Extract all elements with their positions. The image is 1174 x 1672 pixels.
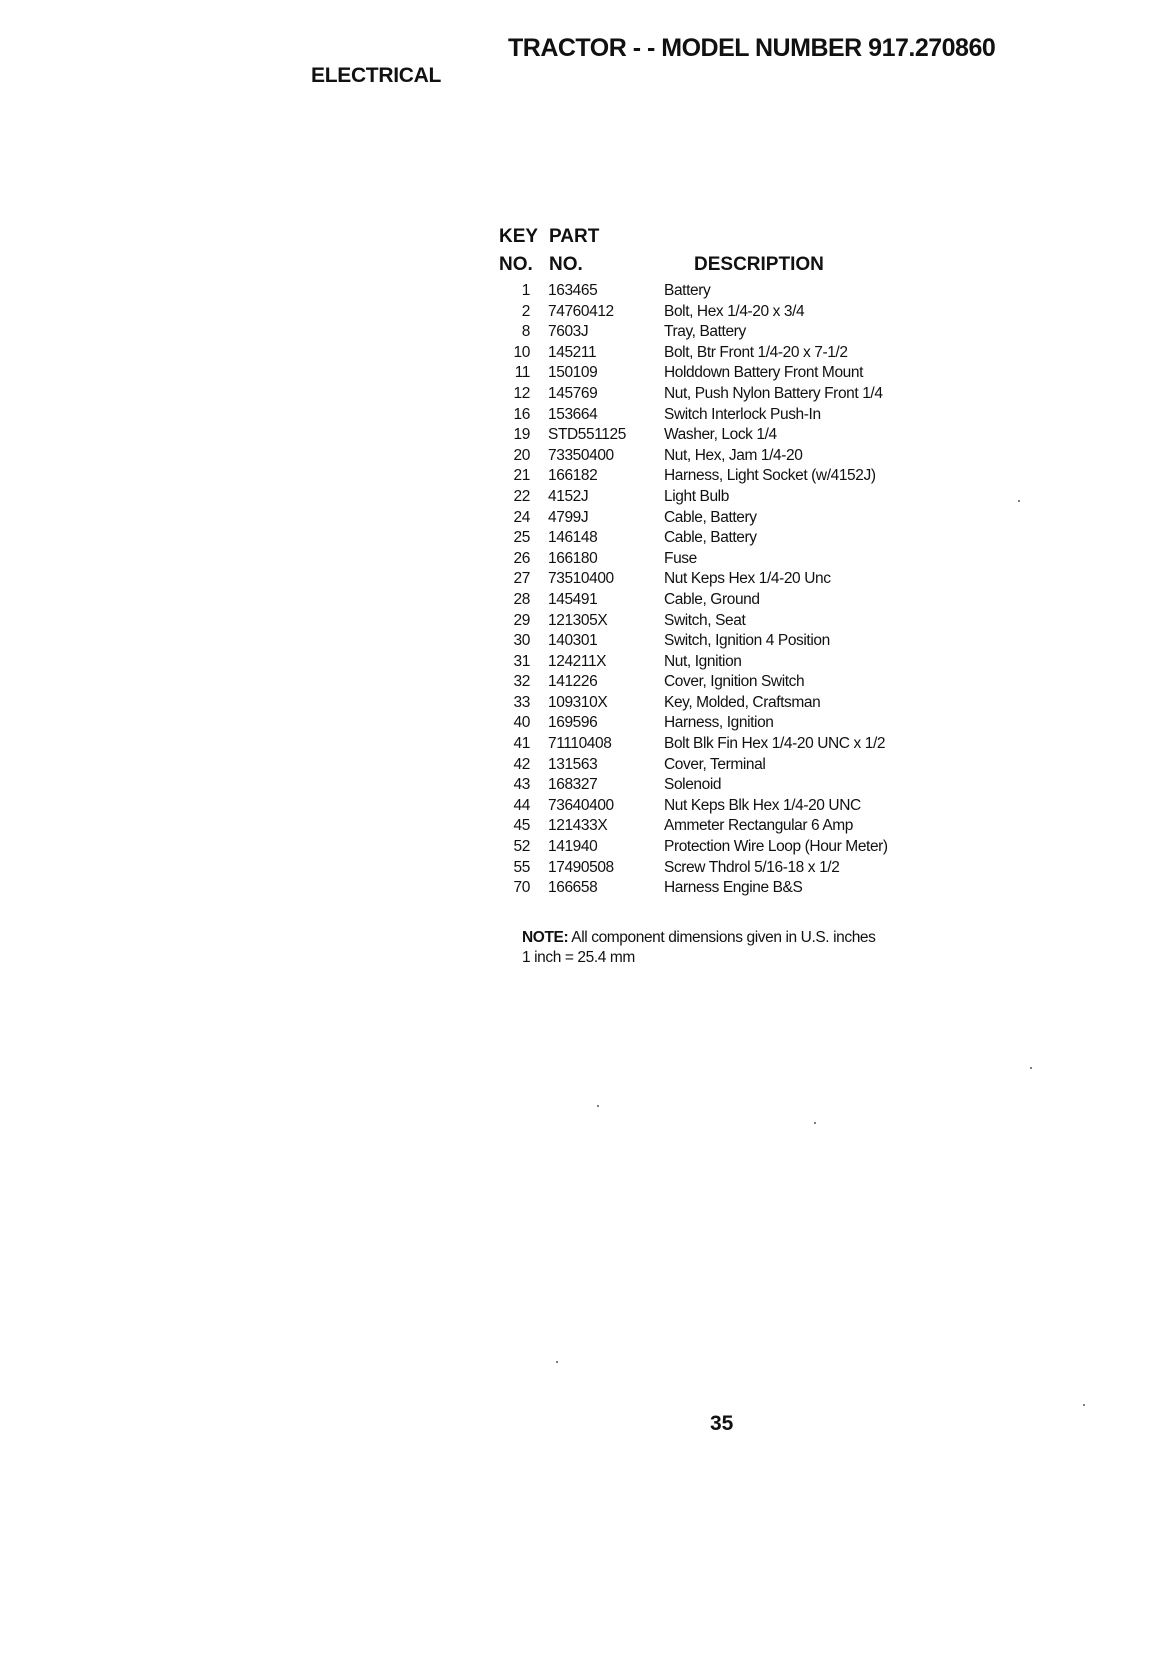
table-row bbox=[500, 652, 964, 673]
key-number: 24 bbox=[513, 508, 530, 526]
column-header-description: DESCRIPTION bbox=[694, 254, 824, 275]
key-number: 10 bbox=[513, 343, 530, 361]
part-description: Switch Interlock Push-In bbox=[664, 405, 821, 423]
key-number: 31 bbox=[513, 652, 530, 670]
part-description: Cable, Ground bbox=[664, 590, 760, 608]
table-row bbox=[500, 611, 964, 632]
part-number: 131563 bbox=[548, 755, 598, 773]
part-description: Ammeter Rectangular 6 Amp bbox=[664, 817, 854, 835]
note-line bbox=[522, 928, 876, 948]
part-number: 73510400 bbox=[548, 570, 614, 588]
scan-speck bbox=[1018, 500, 1020, 502]
table-row bbox=[500, 837, 964, 858]
part-description: Cover, Ignition Switch bbox=[664, 673, 805, 691]
column-header-part-line2: NO. bbox=[549, 254, 583, 275]
part-description: Fuse bbox=[664, 549, 697, 567]
scan-speck bbox=[1083, 1404, 1085, 1406]
note-conversion: 1 inch = 25.4 mm bbox=[522, 949, 635, 966]
scan-speck bbox=[1030, 1067, 1032, 1069]
table-row bbox=[500, 734, 964, 755]
key-number: 20 bbox=[513, 446, 530, 464]
scan-speck bbox=[556, 1361, 558, 1363]
note-label: NOTE: bbox=[522, 929, 569, 946]
section-heading: ELECTRICAL bbox=[311, 64, 441, 87]
part-number: 146148 bbox=[548, 529, 598, 547]
part-description: Nut Keps Blk Hex 1/4-20 UNC bbox=[664, 796, 861, 814]
key-number: 8 bbox=[521, 323, 530, 341]
key-number: 44 bbox=[513, 796, 530, 814]
key-number: 2 bbox=[521, 302, 530, 320]
part-number: STD551125 bbox=[548, 426, 626, 444]
table-row bbox=[500, 672, 964, 693]
part-description: Nut, Push Nylon Battery Front 1/4 bbox=[664, 384, 883, 402]
part-number: 121305X bbox=[548, 611, 608, 629]
key-number: 11 bbox=[514, 364, 530, 382]
table-row bbox=[500, 281, 964, 302]
key-number: 22 bbox=[513, 487, 530, 505]
key-number: 25 bbox=[513, 529, 530, 547]
table-row bbox=[500, 713, 964, 734]
part-description: Holddown Battery Front Mount bbox=[664, 364, 864, 382]
part-description: Screw Thdrol 5/16-18 x 1/2 bbox=[664, 858, 840, 876]
page-title: TRACTOR - - MODEL NUMBER 917.270860 bbox=[508, 34, 996, 62]
table-row bbox=[500, 487, 964, 508]
key-number: 52 bbox=[513, 838, 530, 856]
part-description: Cable, Battery bbox=[664, 508, 757, 526]
part-number: 109310X bbox=[548, 693, 608, 711]
table-row bbox=[500, 569, 964, 590]
part-description: Protection Wire Loop (Hour Meter) bbox=[664, 838, 888, 856]
table-row bbox=[500, 466, 964, 487]
key-number: 26 bbox=[513, 549, 530, 567]
table-row bbox=[500, 878, 964, 899]
part-description: Battery bbox=[664, 282, 711, 299]
part-number: 166658 bbox=[548, 879, 598, 897]
part-description: Harness, Light Socket (w/4152J) bbox=[664, 467, 876, 485]
part-description: Bolt, Hex 1/4-20 x 3/4 bbox=[664, 302, 805, 320]
part-number: 140301 bbox=[548, 632, 598, 650]
part-number: 7603J bbox=[548, 323, 589, 341]
note-text: All component dimensions given in U.S. inches bbox=[571, 929, 876, 946]
part-description: Key, Molded, Craftsman bbox=[664, 693, 821, 711]
table-row bbox=[500, 755, 964, 776]
part-description: Switch, Ignition 4 Position bbox=[664, 632, 830, 650]
parts-list bbox=[500, 281, 964, 899]
part-number: 145211 bbox=[548, 343, 597, 361]
part-number: 71110408 bbox=[548, 735, 612, 753]
part-description: Light Bulb bbox=[664, 487, 729, 505]
key-number: 45 bbox=[513, 817, 530, 835]
note bbox=[522, 928, 876, 968]
key-number: 41 bbox=[513, 735, 530, 753]
table-row bbox=[500, 343, 964, 364]
table-row bbox=[500, 384, 964, 405]
scan-speck bbox=[597, 1105, 599, 1107]
part-number: 153664 bbox=[548, 405, 598, 423]
key-number: 12 bbox=[513, 384, 530, 402]
table-row bbox=[500, 796, 964, 817]
key-number: 43 bbox=[513, 776, 530, 794]
key-number: 28 bbox=[513, 590, 530, 608]
key-number: 40 bbox=[513, 714, 530, 732]
part-number: 145769 bbox=[548, 384, 598, 402]
part-description: Cover, Terminal bbox=[664, 755, 766, 773]
table-row bbox=[500, 363, 964, 384]
table-row bbox=[500, 425, 964, 446]
table-row bbox=[500, 858, 964, 879]
part-number: 4152J bbox=[548, 487, 589, 505]
part-description: Washer, Lock 1/4 bbox=[664, 426, 777, 444]
page-number: 35 bbox=[710, 1412, 734, 1435]
key-number: 19 bbox=[513, 426, 530, 444]
key-number: 1 bbox=[521, 282, 530, 299]
part-description: Nut, Ignition bbox=[664, 652, 742, 670]
part-description: Nut Keps Hex 1/4-20 Unc bbox=[664, 570, 831, 588]
part-description: Nut, Hex, Jam 1/4-20 bbox=[664, 446, 803, 464]
column-header-key-line2: NO. bbox=[499, 254, 533, 275]
key-number: 21 bbox=[513, 467, 530, 485]
table-row bbox=[500, 322, 964, 343]
key-number: 32 bbox=[513, 673, 530, 691]
part-number: 168327 bbox=[548, 776, 598, 794]
table-row bbox=[500, 508, 964, 529]
part-description: Solenoid bbox=[664, 776, 722, 794]
table-row bbox=[500, 816, 964, 837]
key-number: 55 bbox=[513, 858, 530, 876]
table-row bbox=[500, 549, 964, 570]
table-row bbox=[500, 302, 964, 323]
scan-speck bbox=[814, 1122, 816, 1124]
part-number: 150109 bbox=[548, 364, 598, 382]
part-description: Tray, Battery bbox=[664, 323, 746, 341]
part-number: 17490508 bbox=[548, 858, 614, 876]
table-row bbox=[500, 446, 964, 467]
part-number: 73640400 bbox=[548, 796, 614, 814]
column-header-key-line1: KEY bbox=[499, 226, 539, 247]
part-number: 124211X bbox=[548, 652, 607, 670]
key-number: 42 bbox=[513, 755, 530, 773]
part-number: 4799J bbox=[548, 508, 589, 526]
key-number: 30 bbox=[513, 632, 530, 650]
part-number: 169596 bbox=[548, 714, 598, 732]
part-number: 141226 bbox=[548, 673, 598, 691]
part-number: 141940 bbox=[548, 838, 598, 856]
key-number: 27 bbox=[513, 570, 530, 588]
key-number: 70 bbox=[513, 879, 530, 897]
part-number: 121433X bbox=[548, 817, 608, 835]
part-description: Switch, Seat bbox=[664, 611, 746, 629]
part-description: Harness Engine B&S bbox=[664, 879, 803, 897]
part-number: 145491 bbox=[548, 590, 598, 608]
key-number: 29 bbox=[513, 611, 530, 629]
table-row bbox=[500, 775, 964, 796]
table-row bbox=[500, 528, 964, 549]
part-number: 166182 bbox=[548, 467, 598, 485]
part-number: 166180 bbox=[548, 549, 598, 567]
part-description: Harness, Ignition bbox=[664, 714, 774, 732]
part-number: 74760412 bbox=[548, 302, 614, 320]
part-description: Bolt, Btr Front 1/4-20 x 7-1/2 bbox=[664, 343, 848, 361]
column-header-part-line1: PART bbox=[549, 226, 600, 247]
part-description: Bolt Blk Fin Hex 1/4-20 UNC x 1/2 bbox=[664, 735, 886, 753]
table-row bbox=[500, 405, 964, 426]
table-row bbox=[500, 590, 964, 611]
part-number: 73350400 bbox=[548, 446, 614, 464]
table-row bbox=[500, 631, 964, 652]
key-number: 16 bbox=[513, 405, 530, 423]
part-description: Cable, Battery bbox=[664, 529, 757, 547]
part-number: 163465 bbox=[548, 282, 598, 299]
table-row bbox=[500, 693, 964, 714]
key-number: 33 bbox=[513, 693, 530, 711]
